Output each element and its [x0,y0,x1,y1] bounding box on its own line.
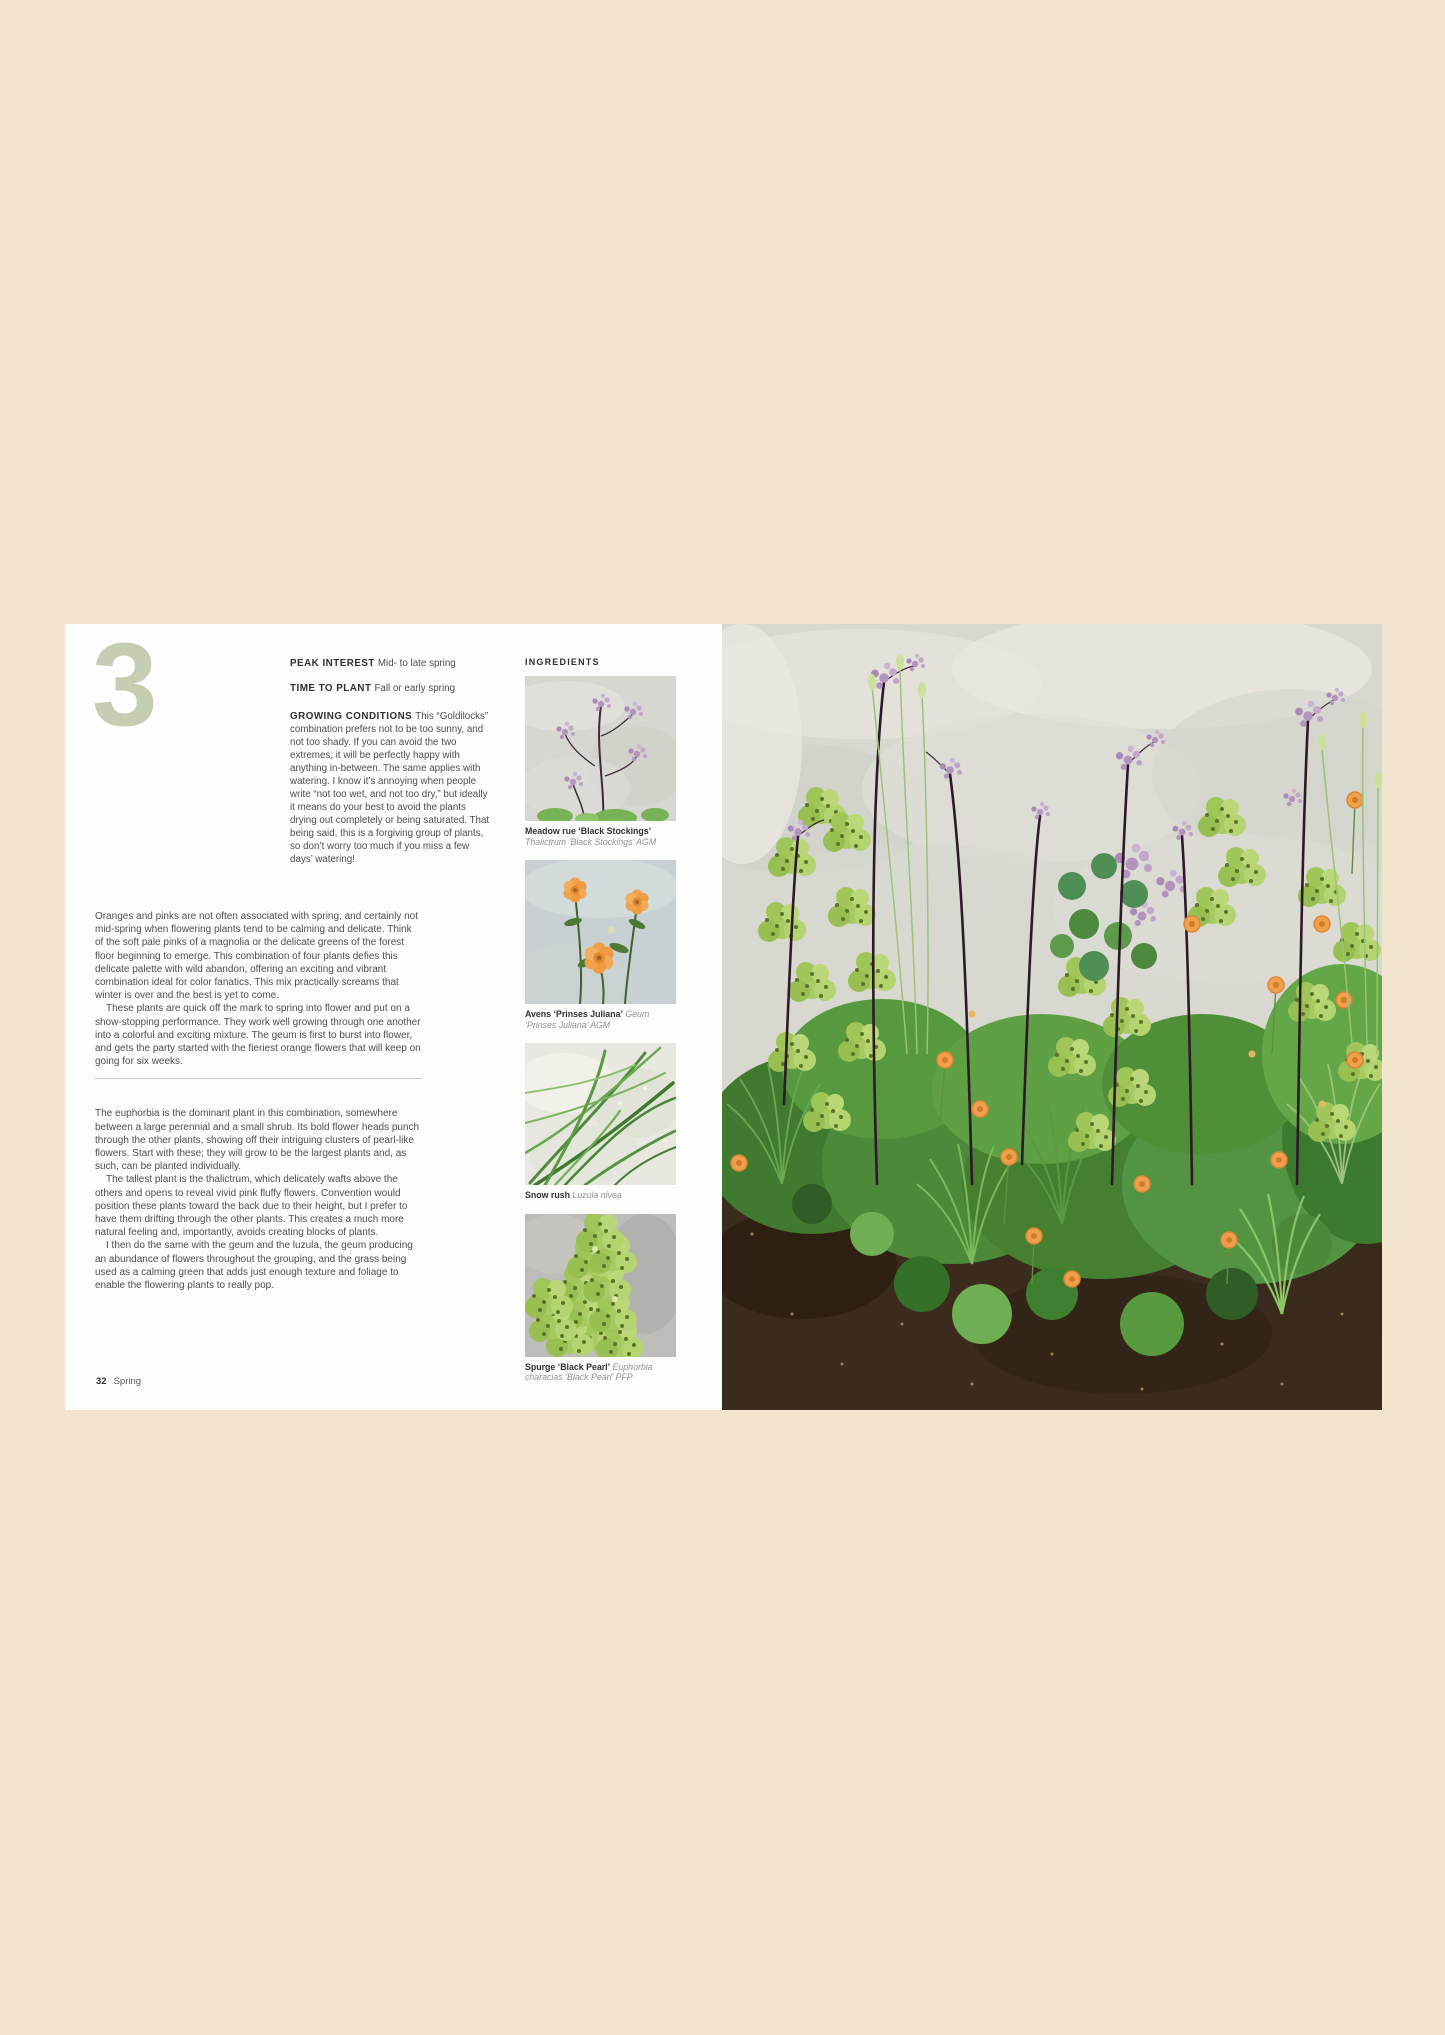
method-paragraph-2: The tallest plant is the thalictrum, which delicately wafts above the others and opens to reveal vivid pink fluffy flowers. Convention would position these plants toward the back due to their height, but I prefer to have them drifting through the other plants. This creates a much more natural feeling and, importantly, avoids creating blocks of plants. [95,1174,408,1239]
avens-illustration [525,860,676,1004]
avens-photo [525,860,676,1004]
method-paragraph-3: I then do the same with the geum and the luzula, the geum producing an abundance of flowers throughout the grouping, and the grass being used as a calming green that adds just enough texture and foliage to enable the flowering plants to really pop. [95,1240,413,1292]
snow-rush-illustration [525,1043,676,1185]
garden-border-illustration [722,624,1382,1410]
peak-interest-row [290,657,492,670]
ingredient-item [525,676,676,847]
book-page-spread [65,619,1382,1410]
ingredient-caption: Snow rush Luzula nivea [525,1190,622,1200]
page-footer [96,1376,141,1387]
method-section [95,1107,421,1292]
ingredient-item [525,1214,676,1383]
body-text-column [95,910,421,1292]
method-paragraph-1: The euphorbia is the dominant plant in this combination, somewhere between a large perennial and a small shrub. Its bold flower heads punch through the other plants, showing off their intriguing clusters of pearl-like flowers. Start with these; they will grow to be the largest plants and, as such, can be planted individually. [95,1108,420,1173]
snow-rush-photo [525,1043,676,1185]
growing-conditions-value: This “Goldilocks” combination prefers not to be too sunny, and not too shady. If you can avoid the two extremes, it will be perfectly happy with anything in-between. The same applies with watering. I know it’s annoying when people write “not too wet, and not too dry,” but ideally it means do your best to avoid the plants drying out completely or being saturated. That being said, this is a forgiving group of plants, so don’t worry too much if you miss a few days’ watering! [290,711,490,865]
time-to-plant-row [290,682,492,695]
ingredient-item [525,860,676,1030]
growing-conditions-row [290,710,492,866]
combination-planting-photo [722,624,1382,1410]
page-number: 32 [96,1376,107,1387]
time-to-plant-value: Fall or early spring [374,683,456,694]
intro-paragraph-2: These plants are quick off the mark to spring into flower and put on a show-stopping performance. They work well growing through one another into a colorful and exciting mixture. The geum is first to burst into flower, and gets the party started with the fieriest orange flowers that will keep on going for six weeks. [95,1003,421,1068]
meadow-rue-illustration [525,676,676,821]
meadow-rue-photo [525,676,676,821]
section-divider [95,1078,421,1079]
spurge-illustration [525,1214,676,1357]
ingredient-caption: Avens ‘Prinses Juliana’ Geum ‘Prinses Juliana’ AGM [525,1009,650,1030]
ingredients-column [525,657,676,1396]
spurge-photo [525,1214,676,1357]
ingredients-heading: INGREDIENTS [525,657,600,667]
ingredient-item [525,1043,676,1201]
ingredient-caption: Meadow rue ‘Black Stockings’ Thalictrum ‘Black Stockings’ AGM [525,826,657,847]
peak-interest-value: Mid- to late spring [377,658,456,669]
section-name: Spring [113,1376,142,1387]
growing-conditions-label: GROWING CONDITIONS [290,711,413,722]
chapter-number: 3 [92,619,158,751]
intro-paragraph-1: Oranges and pinks are not often associated with spring, and certainly not mid-spring when flowering plants tend to be calming and delicate. Think of the soft pale pinks of a magnolia or the delicate greens of the forest floor beginning to emerge. This combination of four plants defies this delicate palette with wild abandon, offering an exciting and vibrant combination ideal for color fanatics. This mix practically screams that winter is over and the best is yet to come. [95,911,418,1002]
ingredient-caption: Spurge ‘Black Pearl’ Euphorbia characias ‘Black Pearl’ PFP [525,1361,653,1382]
meta-column [290,657,492,866]
peak-interest-label: PEAK INTEREST [290,658,375,669]
time-to-plant-label: TIME TO PLANT [290,683,372,694]
